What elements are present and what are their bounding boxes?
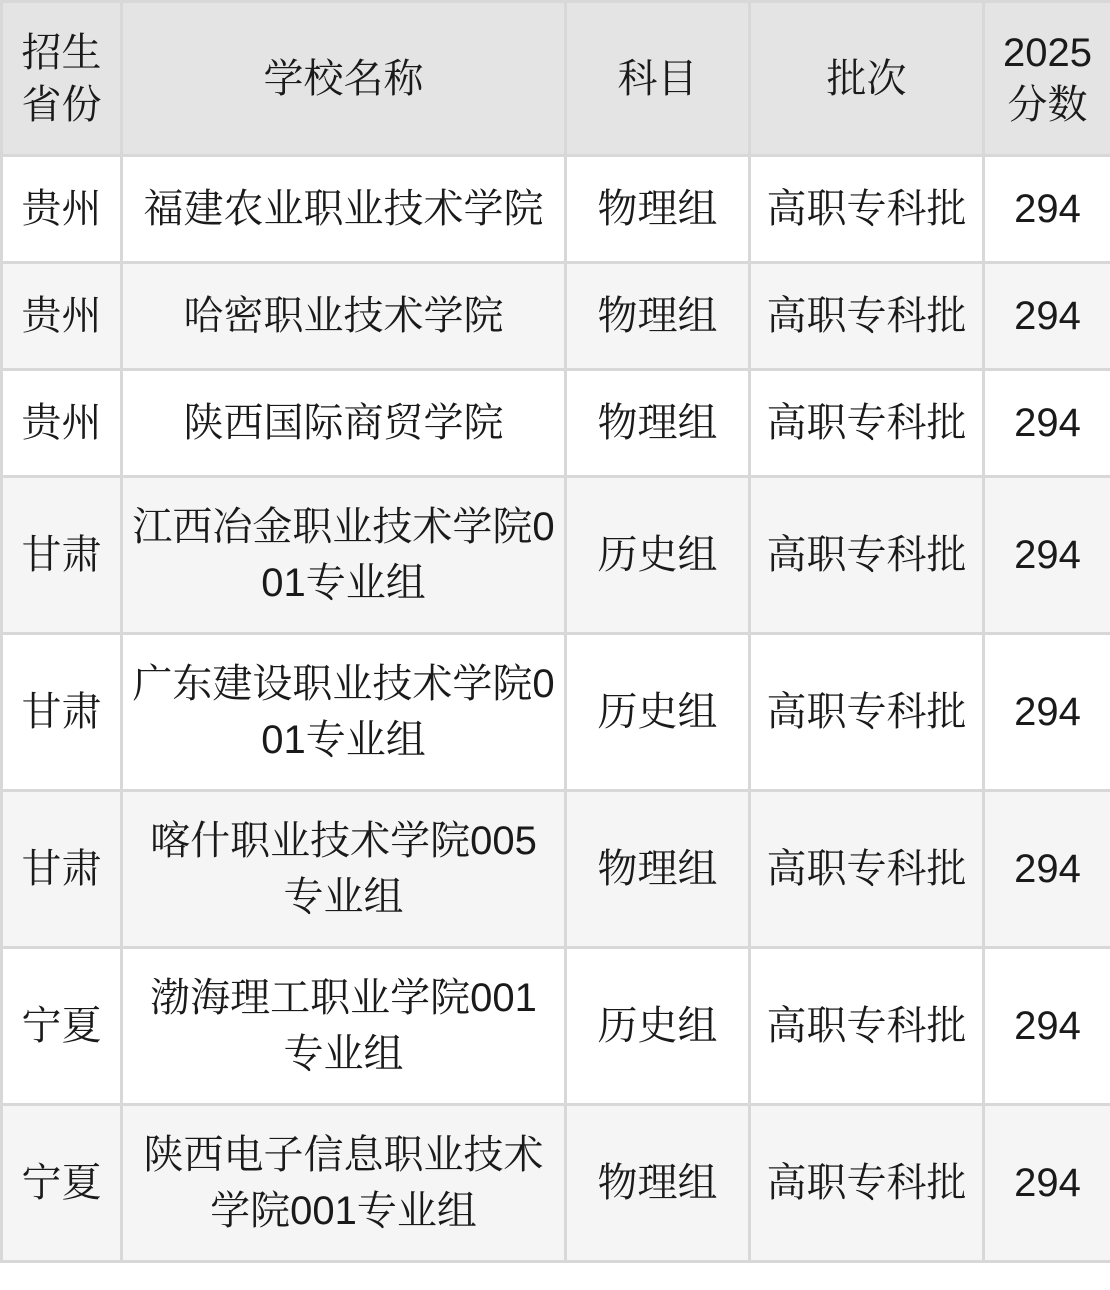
cell-province: 甘肃 (2, 477, 122, 634)
cell-batch: 高职专科批 (750, 1105, 984, 1262)
table-row (2, 263, 1110, 370)
header-cell-subject: 科目 (566, 2, 750, 156)
cell-batch: 高职专科批 (750, 948, 984, 1105)
header-cell-province: 招生省份 (2, 2, 122, 156)
cell-subject: 物理组 (566, 156, 750, 263)
header-cell-batch: 批次 (750, 2, 984, 156)
table-row (2, 477, 1110, 634)
table-row (2, 156, 1110, 263)
cell-batch: 高职专科批 (750, 156, 984, 263)
cell-province: 贵州 (2, 370, 122, 477)
cell-school: 福建农业职业技术学院 (122, 156, 566, 263)
cell-score: 294 (984, 370, 1110, 477)
cell-province: 宁夏 (2, 1105, 122, 1262)
cell-subject: 历史组 (566, 948, 750, 1105)
cell-province: 贵州 (2, 263, 122, 370)
cell-batch: 高职专科批 (750, 477, 984, 634)
table-row (2, 1105, 1110, 1262)
table-row (2, 370, 1110, 477)
header-row (2, 2, 1110, 156)
cell-score: 294 (984, 791, 1110, 948)
table-body (2, 156, 1110, 1262)
cell-school: 喀什职业技术学院005专业组 (122, 791, 566, 948)
cell-school: 江西冶金职业技术学院001专业组 (122, 477, 566, 634)
cell-batch: 高职专科批 (750, 791, 984, 948)
cell-province: 贵州 (2, 156, 122, 263)
cell-score: 294 (984, 477, 1110, 634)
table-row (2, 948, 1110, 1105)
cell-school: 陕西国际商贸学院 (122, 370, 566, 477)
cell-province: 甘肃 (2, 634, 122, 791)
header-cell-school: 学校名称 (122, 2, 566, 156)
cell-subject: 物理组 (566, 791, 750, 948)
cell-school: 渤海理工职业学院001专业组 (122, 948, 566, 1105)
cell-school: 广东建设职业技术学院001专业组 (122, 634, 566, 791)
cell-province: 宁夏 (2, 948, 122, 1105)
cell-subject: 物理组 (566, 263, 750, 370)
cell-school: 哈密职业技术学院 (122, 263, 566, 370)
cell-subject: 物理组 (566, 1105, 750, 1262)
cell-batch: 高职专科批 (750, 263, 984, 370)
header-cell-score: 2025分数 (984, 2, 1110, 156)
table-header (2, 2, 1110, 156)
cell-score: 294 (984, 1105, 1110, 1262)
cell-subject: 物理组 (566, 370, 750, 477)
cell-score: 294 (984, 948, 1110, 1105)
cell-batch: 高职专科批 (750, 370, 984, 477)
cell-score: 294 (984, 634, 1110, 791)
cell-school: 陕西电子信息职业技术学院001专业组 (122, 1105, 566, 1262)
cell-batch: 高职专科批 (750, 634, 984, 791)
table-row (2, 634, 1110, 791)
cell-province: 甘肃 (2, 791, 122, 948)
cell-score: 294 (984, 263, 1110, 370)
cell-score: 294 (984, 156, 1110, 263)
table-row (2, 791, 1110, 948)
cell-subject: 历史组 (566, 634, 750, 791)
cell-subject: 历史组 (566, 477, 750, 634)
